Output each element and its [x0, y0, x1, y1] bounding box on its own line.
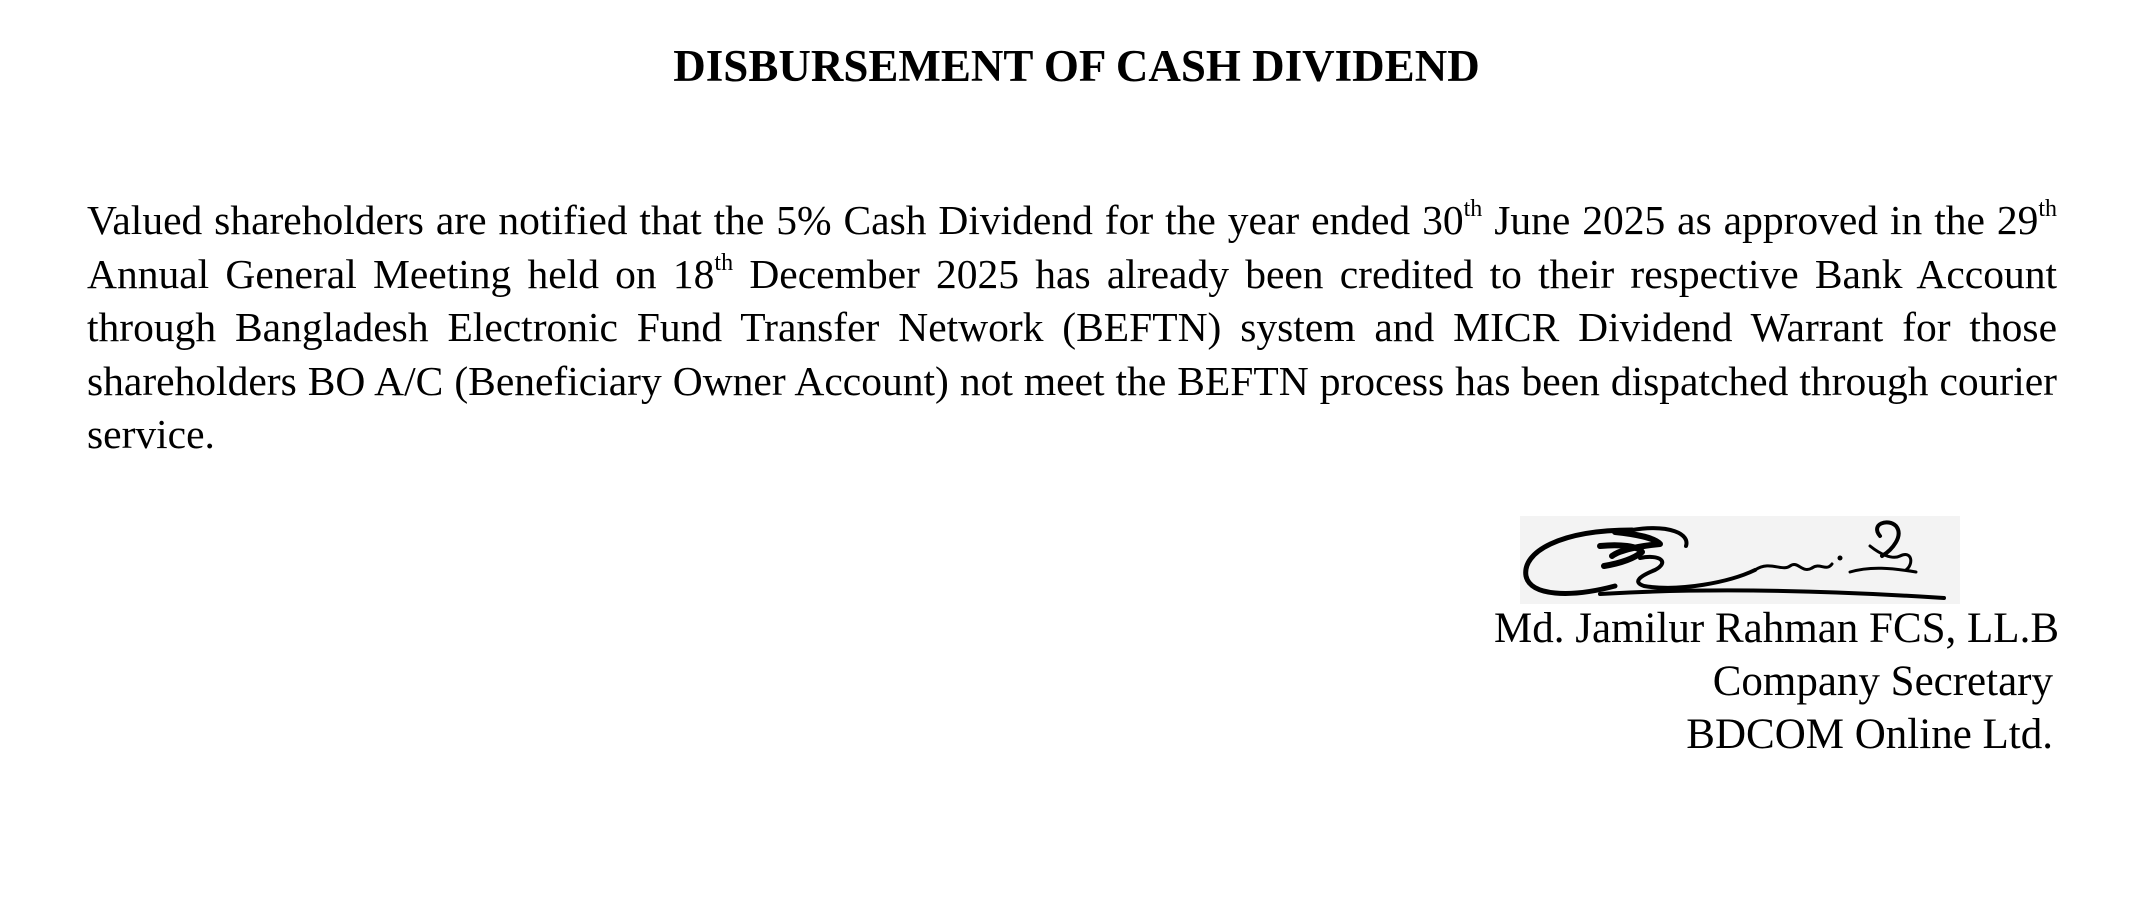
- signatory-designation: Company Secretary: [1712, 658, 2053, 705]
- ordinal-suffix: th: [714, 249, 734, 276]
- ordinal-suffix: th: [2038, 196, 2058, 222]
- notice-body: Valued shareholders are notified that the 5% Cash Dividend for the year ended 30th June 2025 as approved in the 29th Annual General Meeting held on 18th December 2025 has already been credited to their respective Bank Account through Bangladesh Electronic Fund Transfer Network (BEFTN) system and MICR Dividend Warrant for those shareholders BO A/C (Beneficiary Owner Account) not meet the BEFTN process has been dispatched through courier service.: [87, 196, 2058, 457]
- signatory-block: [1359, 602, 2059, 761]
- signatory-name: Md. Jamilur Rahman FCS, LL.B: [1494, 605, 2059, 652]
- document-title: DISBURSEMENT OF CASH DIVIDEND: [673, 41, 1480, 91]
- signature-icon: [1520, 516, 1960, 604]
- company-name: BDCOM Online Ltd.: [1686, 711, 2053, 758]
- ordinal-suffix: th: [1463, 196, 1483, 222]
